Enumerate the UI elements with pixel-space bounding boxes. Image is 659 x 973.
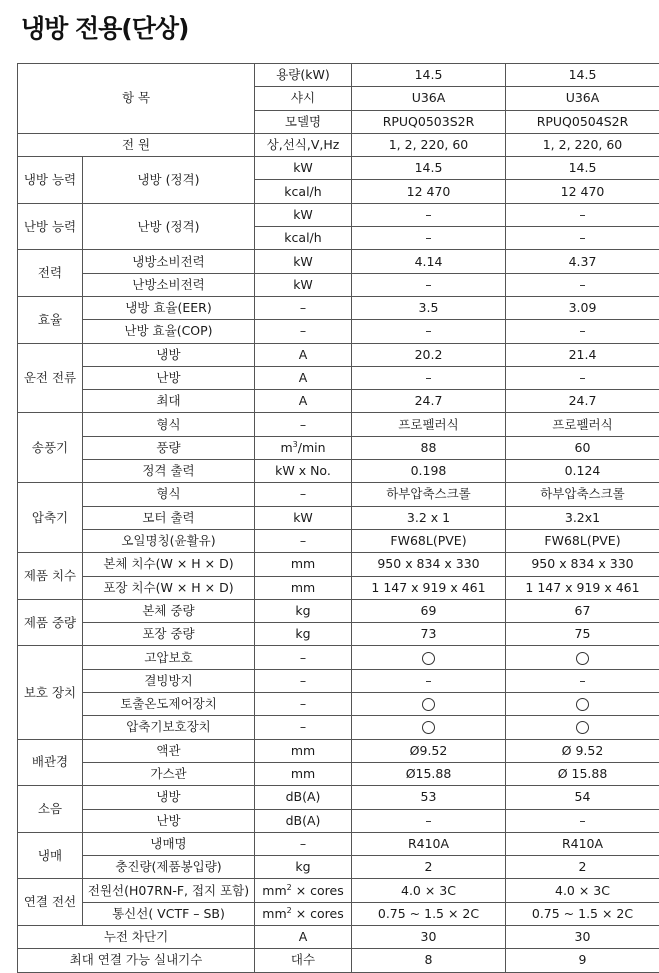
cell-value: – [352, 227, 506, 250]
row-label: 난방소비전력 [83, 273, 255, 296]
cell-unit: A [255, 343, 352, 366]
cell-value: Ø9.52 [352, 739, 506, 762]
row-label: 형식 [83, 483, 255, 506]
cell-value: 4.0 × 3C [506, 879, 659, 902]
cell-value: – [352, 809, 506, 832]
row-label: 정격 출력 [83, 460, 255, 483]
cell-value: 3.2x1 [506, 506, 659, 529]
cell-unit: mm [255, 576, 352, 599]
table-row [18, 296, 659, 319]
cell-unit: – [255, 529, 352, 552]
table-row [18, 809, 659, 832]
cell-value: 12 470 [506, 180, 659, 203]
table-row [18, 460, 659, 483]
cell-value: 0.198 [352, 460, 506, 483]
cell-value: 8 [352, 949, 506, 972]
unit-sup: 3 [293, 440, 298, 449]
cell-value: 9 [506, 949, 659, 972]
cell-value: 4.37 [506, 250, 659, 273]
cell-value: 30 [506, 925, 659, 948]
cell-unit: – [255, 693, 352, 716]
row-label: 누전 차단기 [18, 925, 255, 948]
cell-value: – [352, 669, 506, 692]
cell-value: U36A [506, 87, 659, 110]
row-label: 난방 효율(COP) [83, 320, 255, 343]
table-row [18, 786, 659, 809]
table-row [18, 320, 659, 343]
item-header: 항 목 [18, 64, 255, 134]
table-row [18, 716, 659, 739]
group-label: 송풍기 [18, 413, 83, 483]
cell-value: – [506, 203, 659, 226]
cell-value [506, 646, 659, 669]
row-label: 냉매명 [83, 832, 255, 855]
cell-value: – [506, 227, 659, 250]
group-label: 냉방 능력 [18, 157, 83, 204]
table-row [18, 436, 659, 459]
cell-value: 73 [352, 623, 506, 646]
group-label: 제품 중량 [18, 599, 83, 646]
table-row [18, 366, 659, 389]
unit-main: mm [262, 883, 286, 898]
cell-unit: A [255, 390, 352, 413]
cell-value: 3.5 [352, 296, 506, 319]
cell-value: 1, 2, 220, 60 [352, 133, 506, 156]
cell-unit: – [255, 669, 352, 692]
cell-unit [255, 436, 352, 459]
group-label: 소음 [18, 786, 83, 833]
row-label: 본체 치수(W × H × D) [83, 553, 255, 576]
table-row [18, 157, 659, 180]
cell-value: 프로펠러식 [352, 413, 506, 436]
row-label: 냉방 (정격) [83, 157, 255, 204]
cell-value: 54 [506, 786, 659, 809]
cell-value: RPUQ0504S2R [506, 110, 659, 133]
cell-value: Ø 15.88 [506, 762, 659, 785]
cell-unit: – [255, 413, 352, 436]
row-label: 오일명칭(윤활유) [83, 529, 255, 552]
cell-value: 21.4 [506, 343, 659, 366]
group-label: 연결 전선 [18, 879, 83, 926]
row-label: 액관 [83, 739, 255, 762]
cell-unit: mm [255, 739, 352, 762]
cell-value: R410A [506, 832, 659, 855]
cell-unit: kW [255, 273, 352, 296]
table-row [18, 925, 659, 948]
row-label: 압축기보호장치 [83, 716, 255, 739]
row-label: 냉방 효율(EER) [83, 296, 255, 319]
cell-value: 0.75 ~ 1.5 × 2C [352, 902, 506, 925]
cell-unit: kW [255, 157, 352, 180]
cell-value: 0.75 ~ 1.5 × 2C [506, 902, 659, 925]
row-label: 모델명 [255, 110, 352, 133]
cell-value: – [506, 273, 659, 296]
spec-table [17, 63, 659, 973]
table-row [18, 133, 659, 156]
cell-value: 2 [352, 856, 506, 879]
cell-value: 12 470 [352, 180, 506, 203]
cell-unit: dB(A) [255, 809, 352, 832]
cell-unit: A [255, 925, 352, 948]
table-row [18, 413, 659, 436]
cell-value: – [506, 320, 659, 343]
unit-rest: × cores [292, 883, 344, 898]
row-label: 용량(kW) [255, 64, 352, 87]
cell-value: 3.09 [506, 296, 659, 319]
cell-value: 20.2 [352, 343, 506, 366]
cell-value: 67 [506, 599, 659, 622]
group-label: 난방 능력 [18, 203, 83, 250]
cell-value [506, 716, 659, 739]
cell-value [352, 716, 506, 739]
cell-value: Ø 9.52 [506, 739, 659, 762]
cell-value: RPUQ0503S2R [352, 110, 506, 133]
row-label: 토출온도제어장치 [83, 693, 255, 716]
row-label: 충진량(제품봉입량) [83, 856, 255, 879]
cell-value [506, 693, 659, 716]
cell-value: 24.7 [506, 390, 659, 413]
cell-unit: mm [255, 553, 352, 576]
cell-value: – [506, 669, 659, 692]
cell-value: 3.2 x 1 [352, 506, 506, 529]
table-row [18, 529, 659, 552]
cell-value: 30 [352, 925, 506, 948]
unit-main: m [280, 440, 292, 455]
cell-value: R410A [352, 832, 506, 855]
cell-value: 4.14 [352, 250, 506, 273]
cell-unit: 상,선식,V,Hz [255, 133, 352, 156]
cell-value: 950 x 834 x 330 [506, 553, 659, 576]
circle-icon [576, 698, 589, 711]
unit-sup: 2 [287, 906, 292, 915]
row-label: 형식 [83, 413, 255, 436]
cell-unit: A [255, 366, 352, 389]
row-label: 최대 [83, 390, 255, 413]
cell-value: 88 [352, 436, 506, 459]
cell-value: 하부압축스크롤 [352, 483, 506, 506]
group-label: 전력 [18, 250, 83, 297]
unit-rest: × cores [292, 906, 344, 921]
group-label: 제품 치수 [18, 553, 83, 600]
row-label: 난방 (정격) [83, 203, 255, 250]
cell-unit [255, 879, 352, 902]
table-row [18, 879, 659, 902]
cell-value [352, 693, 506, 716]
row-label: 고압보호 [83, 646, 255, 669]
table-row [18, 64, 659, 87]
table-row [18, 669, 659, 692]
row-label: 최대 연결 가능 실내기수 [18, 949, 255, 972]
table-row [18, 553, 659, 576]
cell-value: 1 147 x 919 x 461 [506, 576, 659, 599]
cell-unit: – [255, 296, 352, 319]
cell-unit: – [255, 832, 352, 855]
table-row [18, 343, 659, 366]
cell-value: – [352, 273, 506, 296]
cell-value: FW68L(PVE) [352, 529, 506, 552]
row-label: 냉방 [83, 786, 255, 809]
group-label: 효율 [18, 296, 83, 343]
cell-value: 14.5 [352, 157, 506, 180]
row-label: 통신선( VCTF – SB) [83, 902, 255, 925]
unit-main: mm [262, 906, 286, 921]
group-label: 냉매 [18, 832, 83, 879]
row-label: 풍량 [83, 436, 255, 459]
cell-value: 하부압축스크롤 [506, 483, 659, 506]
row-label: 전 원 [18, 133, 255, 156]
cell-value: 60 [506, 436, 659, 459]
cell-value: – [352, 203, 506, 226]
circle-icon [576, 652, 589, 665]
row-label: 포장 중량 [83, 623, 255, 646]
circle-icon [576, 721, 589, 734]
cell-unit: – [255, 320, 352, 343]
cell-unit: kcal/h [255, 227, 352, 250]
cell-unit: kW [255, 203, 352, 226]
row-label: 본체 중량 [83, 599, 255, 622]
cell-value: 950 x 834 x 330 [352, 553, 506, 576]
table-row [18, 739, 659, 762]
cell-unit: 대수 [255, 949, 352, 972]
group-label: 배관경 [18, 739, 83, 786]
cell-value: – [506, 366, 659, 389]
cell-unit [255, 902, 352, 925]
row-label: 결빙방지 [83, 669, 255, 692]
cell-unit: – [255, 716, 352, 739]
circle-icon [422, 698, 435, 711]
group-label: 운전 전류 [18, 343, 83, 413]
table-row [18, 832, 659, 855]
cell-value: 14.5 [506, 157, 659, 180]
table-row [18, 576, 659, 599]
table-row [18, 693, 659, 716]
cell-value: 4.0 × 3C [352, 879, 506, 902]
cell-value: – [352, 366, 506, 389]
cell-value: 14.5 [506, 64, 659, 87]
cell-unit: kg [255, 599, 352, 622]
unit-rest: /min [298, 440, 326, 455]
cell-unit: kg [255, 856, 352, 879]
cell-value: 14.5 [352, 64, 506, 87]
cell-value [352, 646, 506, 669]
row-label: 난방 [83, 366, 255, 389]
row-label: 모터 출력 [83, 506, 255, 529]
row-label: 냉방소비전력 [83, 250, 255, 273]
cell-unit: – [255, 646, 352, 669]
table-row [18, 856, 659, 879]
cell-value: Ø15.88 [352, 762, 506, 785]
row-label: 가스관 [83, 762, 255, 785]
cell-value: 53 [352, 786, 506, 809]
cell-value: FW68L(PVE) [506, 529, 659, 552]
cell-value: – [506, 809, 659, 832]
row-label: 냉방 [83, 343, 255, 366]
table-row [18, 250, 659, 273]
table-row [18, 623, 659, 646]
table-row [18, 390, 659, 413]
table-row [18, 762, 659, 785]
cell-value: 1 147 x 919 x 461 [352, 576, 506, 599]
circle-icon [422, 721, 435, 734]
table-row [18, 203, 659, 226]
table-row [18, 599, 659, 622]
table-row [18, 646, 659, 669]
table-row [18, 902, 659, 925]
cell-unit: kcal/h [255, 180, 352, 203]
table-row [18, 949, 659, 972]
table-row [18, 273, 659, 296]
cell-value: 2 [506, 856, 659, 879]
circle-icon [422, 652, 435, 665]
group-label: 압축기 [18, 483, 83, 553]
unit-sup: 2 [287, 882, 292, 891]
cell-unit: kW [255, 250, 352, 273]
cell-unit: kg [255, 623, 352, 646]
cell-unit: kW x No. [255, 460, 352, 483]
cell-value: 0.124 [506, 460, 659, 483]
cell-unit: – [255, 483, 352, 506]
cell-unit: mm [255, 762, 352, 785]
cell-unit: kW [255, 506, 352, 529]
table-row [18, 506, 659, 529]
table-row [18, 483, 659, 506]
row-label: 난방 [83, 809, 255, 832]
cell-value: – [352, 320, 506, 343]
cell-value: 75 [506, 623, 659, 646]
cell-value: 1, 2, 220, 60 [506, 133, 659, 156]
row-label: 샤시 [255, 87, 352, 110]
row-label: 전원선(H07RN-F, 접지 포함) [83, 879, 255, 902]
cell-value: U36A [352, 87, 506, 110]
group-label: 보호 장치 [18, 646, 83, 739]
cell-value: 24.7 [352, 390, 506, 413]
cell-value: 프로펠러식 [506, 413, 659, 436]
cell-unit: dB(A) [255, 786, 352, 809]
page-title: 냉방 전용(단상) [21, 9, 188, 45]
cell-value: 69 [352, 599, 506, 622]
row-label: 포장 치수(W × H × D) [83, 576, 255, 599]
